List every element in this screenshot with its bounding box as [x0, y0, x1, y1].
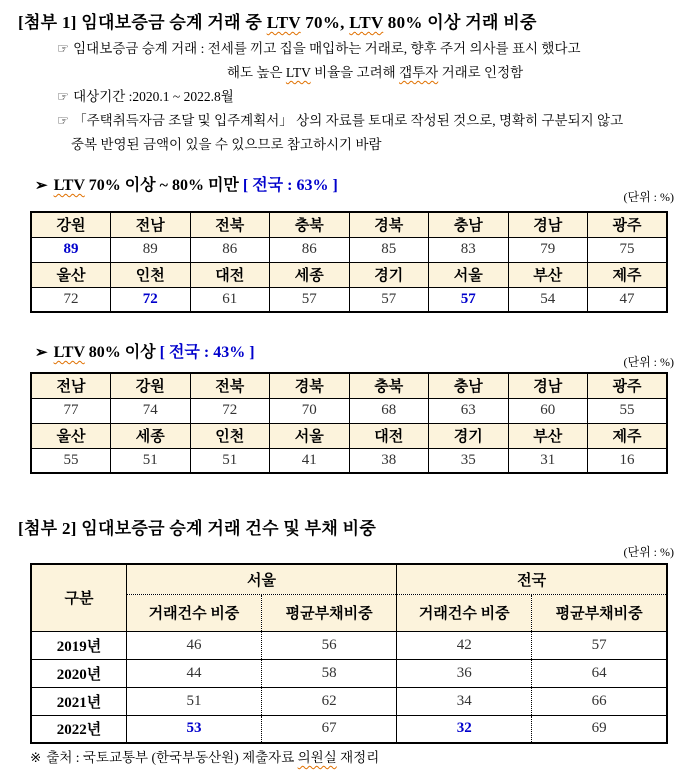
value-cell: 51 [126, 687, 261, 715]
heading-text: 80% 이상 [84, 344, 160, 361]
value-cell: 85 [349, 237, 429, 262]
arrowhead-icon: ➢ [35, 345, 48, 361]
value-cell: 44 [126, 659, 261, 687]
value-cell: 89 [31, 237, 111, 262]
value-cell: 60 [508, 398, 588, 423]
pointing-hand-icon: ☞ [57, 89, 70, 104]
region-header-cell: 부산 [508, 262, 588, 287]
value-cell: 57 [429, 287, 509, 312]
subheader-row [31, 594, 667, 631]
value-cell: 83 [429, 237, 509, 262]
value-cell: 69 [532, 715, 667, 743]
region-header-cell: 서울 [429, 262, 509, 287]
unit-label: (단위 : %) [623, 545, 674, 559]
region-header-cell: 경기 [349, 262, 429, 287]
arrowhead-icon: ➢ [35, 178, 48, 194]
region-header-cell: 전남 [111, 212, 191, 237]
region-header-cell: 제주 [588, 423, 668, 448]
subheader-cell: 거래건수 비중 [126, 594, 261, 631]
source-text: 재정리 [336, 750, 380, 765]
value-cell: 35 [429, 448, 509, 473]
region-header-cell: 전북 [190, 212, 270, 237]
note-text: 비율을 고려해 [310, 65, 400, 80]
attachment1-notes [57, 37, 693, 157]
subheader-cell: 평균부채비중 [262, 594, 397, 631]
source-misspelled-term: 의원실 [297, 750, 337, 765]
year-cell: 2019년 [31, 631, 126, 659]
value-cell: 16 [588, 448, 668, 473]
value-cell: 56 [262, 631, 397, 659]
year-cell: 2021년 [31, 687, 126, 715]
value-cell: 36 [397, 659, 532, 687]
unit-label: (단위 : %) [623, 355, 674, 369]
value-cell: 86 [270, 237, 350, 262]
value-cell: 64 [532, 659, 667, 687]
region-header-cell: 경기 [429, 423, 509, 448]
note-text: 임대보증금 승계 거래 : 전세를 끼고 집을 매입하는 거래로, 향후 주거 의사를 표시 했다고 [73, 41, 581, 56]
region-header-cell: 강원 [111, 373, 191, 398]
attachment2-title: [첨부 2] 임대보증금 승계 거래 건수 및 부채 비중 [18, 519, 377, 538]
group-header-row [31, 564, 667, 594]
region-header-cell: 울산 [31, 262, 111, 287]
subheader-cell: 거래건수 비중 [397, 594, 532, 631]
year-cell: 2022년 [31, 715, 126, 743]
region-header-cell: 대전 [349, 423, 429, 448]
region-header-cell: 전남 [31, 373, 111, 398]
value-cell: 55 [588, 398, 668, 423]
value-cell: 70 [270, 398, 350, 423]
region-header-cell: 인천 [190, 423, 270, 448]
value-cell: 42 [397, 631, 532, 659]
value-cell: 77 [31, 398, 111, 423]
region-header-cell: 인천 [111, 262, 191, 287]
section1-heading [35, 172, 338, 195]
year-cell: 2020년 [31, 659, 126, 687]
title-text: 80% 이상 거래 비중 [383, 13, 537, 32]
region-header-cell: 충남 [429, 212, 509, 237]
subheader-cell: 평균부채비중 [532, 594, 667, 631]
region-header-cell: 경북 [349, 212, 429, 237]
value-cell: 57 [532, 631, 667, 659]
ltv-term: LTV [53, 344, 85, 361]
note-text: 「주택취득자금 조달 및 입주계획서」 상의 자료를 토대로 작성된 것으로, 명확히 구분되지 않고 [73, 113, 624, 128]
note-caveat [57, 109, 693, 133]
value-cell: 74 [111, 398, 191, 423]
year-data-row [31, 715, 667, 743]
value-cell: 51 [111, 448, 191, 473]
corner-header-cell: 구분 [31, 564, 126, 631]
ltv-term: LTV [53, 177, 85, 194]
national-rate-highlight: [ 전국 : 63% ] [242, 177, 338, 194]
value-cell: 53 [126, 715, 261, 743]
group-header-seoul: 서울 [126, 564, 396, 594]
region-header-cell: 충북 [349, 373, 429, 398]
value-cell: 51 [190, 448, 270, 473]
region-header-cell: 세종 [111, 423, 191, 448]
value-cell: 75 [588, 237, 668, 262]
title-ltv-term: LTV [266, 13, 301, 32]
region-header-cell: 충북 [270, 212, 350, 237]
value-cell: 57 [349, 287, 429, 312]
ltv70-region-table [30, 211, 668, 313]
group-header-national: 전국 [397, 564, 667, 594]
value-row [31, 448, 667, 473]
value-cell: 79 [508, 237, 588, 262]
region-header-cell: 제주 [588, 262, 668, 287]
value-cell: 72 [190, 398, 270, 423]
value-row [31, 287, 667, 312]
region-header-cell: 광주 [588, 373, 668, 398]
title-text: [첨부 1] 임대보증금 승계 거래 중 [18, 13, 267, 32]
region-header-row [31, 212, 667, 237]
year-data-row [31, 631, 667, 659]
heading-text: 70% 이상 ~ 80% 미만 [84, 177, 243, 194]
value-cell: 67 [262, 715, 397, 743]
source-note [30, 746, 379, 766]
title-ltv-term: LTV [349, 13, 384, 32]
ltv-term: LTV [285, 65, 311, 80]
value-cell: 34 [397, 687, 532, 715]
transaction-debt-table [30, 563, 668, 744]
value-cell: 31 [508, 448, 588, 473]
note-lease-definition-cont [57, 61, 693, 85]
value-row [31, 398, 667, 423]
note-lease-definition [57, 37, 693, 61]
year-data-row [31, 687, 667, 715]
note-text: 대상기간 :2020.1 ~ 2022.8월 [73, 89, 234, 104]
note-period [57, 85, 693, 109]
region-header-cell: 전북 [190, 373, 270, 398]
source-text: 출처 : 국토교통부 (한국부동산원) 제출자료 [46, 750, 298, 765]
value-cell: 32 [397, 715, 532, 743]
value-cell: 72 [31, 287, 111, 312]
region-header-cell: 대전 [190, 262, 270, 287]
region-header-cell: 광주 [588, 212, 668, 237]
value-row [31, 237, 667, 262]
section2-heading [35, 339, 255, 362]
value-cell: 47 [588, 287, 668, 312]
value-cell: 46 [126, 631, 261, 659]
value-cell: 86 [190, 237, 270, 262]
region-header-cell: 울산 [31, 423, 111, 448]
attachment1-title [18, 8, 537, 33]
region-header-cell: 경남 [508, 373, 588, 398]
title-text: 70%, [300, 13, 350, 32]
region-header-cell: 강원 [31, 212, 111, 237]
value-cell: 57 [270, 287, 350, 312]
pointing-hand-icon: ☞ [57, 113, 70, 128]
value-cell: 38 [349, 448, 429, 473]
region-header-row [31, 373, 667, 398]
region-header-cell: 경남 [508, 212, 588, 237]
region-header-row [31, 423, 667, 448]
note-text: 거래로 인정함 [438, 65, 524, 80]
reference-mark-icon: ※ [30, 750, 42, 765]
value-cell: 66 [532, 687, 667, 715]
value-cell: 72 [111, 287, 191, 312]
value-cell: 63 [429, 398, 509, 423]
national-rate-highlight: [ 전국 : 43% ] [159, 344, 255, 361]
region-header-cell: 충남 [429, 373, 509, 398]
unit-label: (단위 : %) [623, 190, 674, 204]
region-header-cell: 서울 [270, 423, 350, 448]
ltv80-region-table [30, 372, 668, 474]
note-text: 해도 높은 [227, 65, 286, 80]
value-cell: 41 [270, 448, 350, 473]
note-text: 중복 반영된 금액이 있을 수 있으므로 참고하시기 바람 [71, 137, 382, 152]
region-header-cell: 부산 [508, 423, 588, 448]
gap-investment-term: 갭투자 [399, 65, 439, 80]
year-data-row [31, 659, 667, 687]
value-cell: 54 [508, 287, 588, 312]
value-cell: 62 [262, 687, 397, 715]
value-cell: 68 [349, 398, 429, 423]
value-cell: 58 [262, 659, 397, 687]
value-cell: 55 [31, 448, 111, 473]
value-cell: 61 [190, 287, 270, 312]
region-header-row [31, 262, 667, 287]
region-header-cell: 세종 [270, 262, 350, 287]
pointing-hand-icon: ☞ [57, 41, 70, 56]
value-cell: 89 [111, 237, 191, 262]
note-caveat-cont [57, 133, 693, 157]
region-header-cell: 경북 [270, 373, 350, 398]
